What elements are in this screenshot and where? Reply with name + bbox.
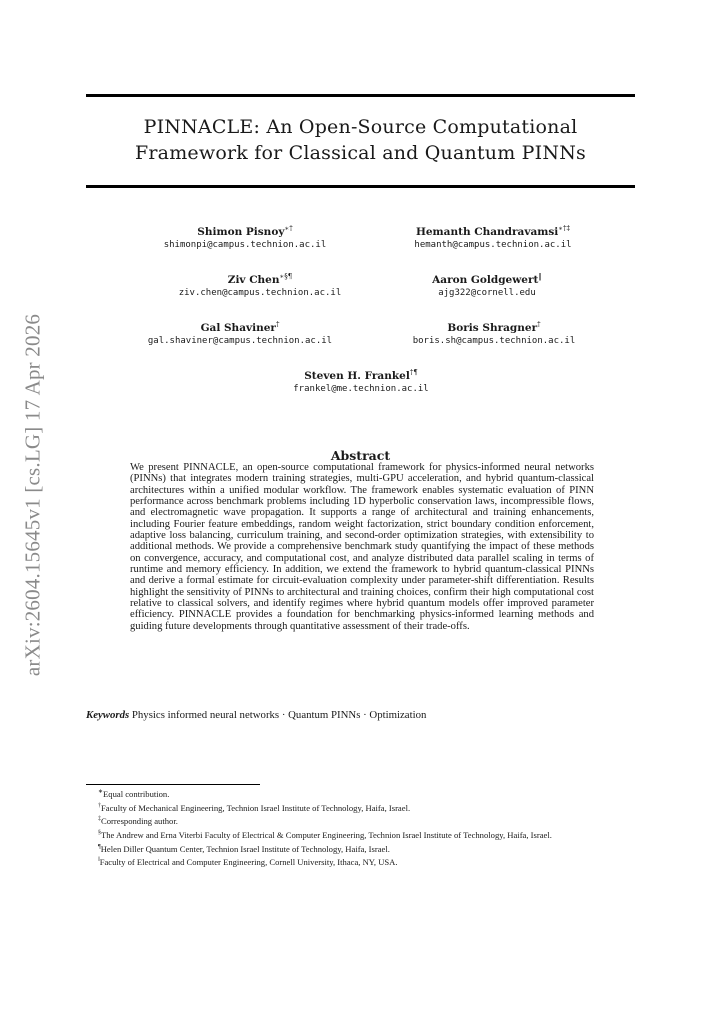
author-affiliation-marks: † [537, 320, 541, 329]
abstract-heading: Abstract [330, 448, 391, 463]
author-email[interactable]: hemanth@campus.technion.ac.il [414, 240, 572, 250]
footnote-rule [86, 784, 260, 785]
footnote-text: Equal contribution. [103, 788, 170, 799]
title-bottom-rule [86, 185, 635, 188]
footnotes [86, 787, 635, 869]
footnote-text: The Andrew and Erna Viterbi Faculty of Electrical & Computer Engineering, Technion Israel Institute of Technology, Haifa, Israel. [101, 829, 552, 840]
footnote-mark: ∗ [98, 789, 104, 795]
paper-title [86, 114, 635, 166]
author-email[interactable]: ajg322@cornell.edu [438, 288, 536, 298]
author-name: Shimon Pisnoy [197, 226, 285, 238]
author-email[interactable]: gal.shaviner@campus.technion.ac.il [147, 336, 333, 346]
footnote [86, 842, 635, 856]
author-email[interactable]: shimonpi@campus.technion.ac.il [163, 240, 327, 250]
author-block [216, 370, 506, 395]
arxiv-stamp [13, 290, 53, 700]
footnote-text: Helen Diller Quantum Center, Technion Israel Institute of Technology, Haifa, Israel. [100, 843, 390, 854]
author-block [100, 226, 390, 251]
keywords-line [86, 709, 635, 721]
author-name: Gal Shaviner [200, 322, 276, 334]
footnote [86, 855, 635, 869]
author-block [95, 322, 385, 347]
footnote-text: Faculty of Mechanical Engineering, Technion Israel Institute of Technology, Haifa, Israel. [101, 802, 411, 813]
arxiv-stamp-text: arXiv:2604.15645v1 [cs.LG] 17 Apr 2026 [20, 313, 45, 677]
footnote [86, 787, 635, 801]
footnote-mark: ‖ [98, 857, 100, 864]
author-email[interactable]: frankel@me.technion.ac.il [293, 384, 429, 394]
title-line-2: Framework for Classical and Quantum PINNs [135, 142, 586, 164]
author-name: Ziv Chen [227, 274, 280, 286]
footnote-text: Corresponding author. [101, 816, 178, 827]
footnote-mark: † [98, 802, 101, 809]
author-affiliation-marks: ∗† [284, 224, 293, 233]
author-name: Aaron Goldgewert [432, 274, 539, 286]
author-block [342, 274, 632, 299]
footnote [86, 828, 635, 842]
keywords-label: Keywords [86, 709, 130, 721]
title-top-rule [86, 94, 635, 97]
author-block [348, 226, 638, 251]
footnote [86, 814, 635, 828]
footnote-mark: ¶ [98, 843, 101, 850]
footnote [86, 801, 635, 815]
keywords-text: Physics informed neural networks · Quantum PINNs · Optimization [131, 709, 427, 721]
footnote-text: Faculty of Electrical and Computer Engineering, Cornell University, Ithaca, NY, USA. [99, 857, 398, 868]
author-affiliation-marks: ∗§¶ [279, 272, 293, 281]
author-affiliation-marks: †¶ [409, 368, 418, 377]
title-line-1: PINNACLE: An Open-Source Computational [143, 116, 578, 138]
author-affiliation-marks: ‖ [538, 272, 542, 281]
footnote-mark: § [98, 829, 101, 836]
author-affiliation-marks: ∗†‡ [558, 224, 571, 233]
author-name: Steven H. Frankel [304, 370, 410, 382]
abstract-body: We present PINNACLE, an open-source computational framework for physics-informed neural networks (PINNs) that integrates modern training strategies, multi-GPU acceleration, and hybrid quantum-classical architectures within a unified modular workflow. The framework enables systematic evaluation of PINN performance across benchmark problems including 1D hyperbolic conservation laws, incompressible flows, and electromagnetic wave propagation. It supports a range of architectural and training enhancements, including Fourier feature embeddings, random weight factorization, strict boundary condition enforcement, adaptive loss balancing, curriculum training, and second-order optimization strategies, with extensibility to additional methods. We provide a comprehensive benchmark study quantifying the impact of these methods on convergence, accuracy, and computational cost, and analyze distributed data parallel scaling in terms of runtime and memory efficiency. In addition, we extend the framework to hybrid quantum-classical PINNs and derive a formal estimate for circuit-evaluation complexity under parameter-shift differentiation. Results highlight the sensitivity of PINNs to architectural and training choices, confirm their high computational cost relative to classical solvers, and identify regimes where hybrid quantum models offer improved parameter efficiency. PINNACLE provides a foundation for benchmarking physics-informed learning methods and guiding future developments through quantitative assessment of their trade-offs. [130, 462, 594, 632]
author-email[interactable]: boris.sh@campus.technion.ac.il [412, 336, 576, 346]
author-email[interactable]: ziv.chen@campus.technion.ac.il [178, 288, 342, 298]
author-name: Hemanth Chandravamsi [415, 226, 559, 238]
author-affiliation-marks: † [275, 320, 280, 329]
footnote-mark: ‡ [98, 816, 101, 823]
author-block [349, 322, 639, 347]
author-name: Boris Shragner [447, 322, 538, 334]
